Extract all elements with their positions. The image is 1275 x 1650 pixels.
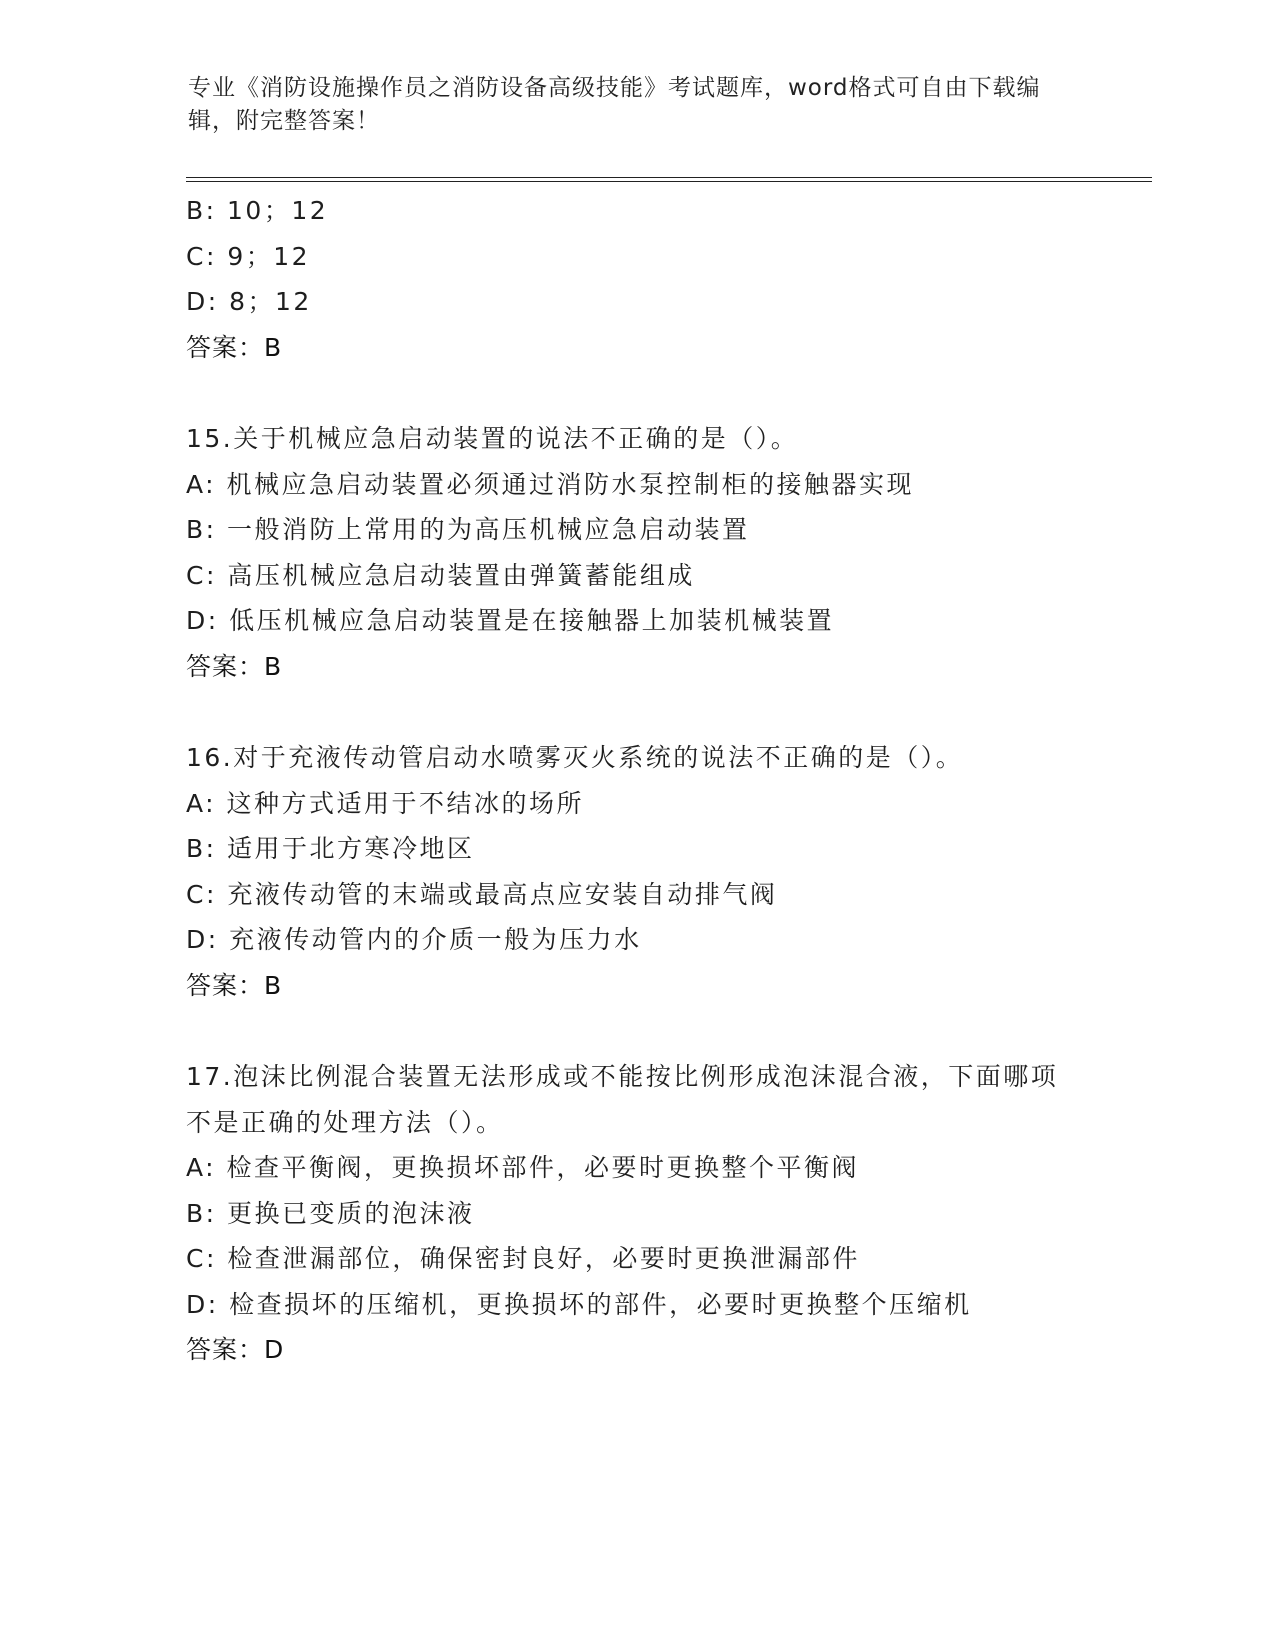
option-b: B: 更换已变质的泡沫液 bbox=[186, 1198, 475, 1228]
question-stem: 16.对于充液传动管启动水喷雾灭火系统的说法不正确的是（）。 bbox=[186, 743, 964, 772]
option-a: A: 机械应急启动装置必须通过消防水泵控制柜的接触器实现 bbox=[186, 469, 915, 499]
spacer bbox=[186, 1008, 1106, 1054]
option-b: B: 10；12 bbox=[186, 196, 329, 225]
option-d: D: 检查损坏的压缩机，更换损坏的部件，必要时更换整个压缩机 bbox=[186, 1289, 972, 1319]
option-a: A: 这种方式适用于不结冰的场所 bbox=[186, 788, 585, 818]
answer: 答案：B bbox=[186, 651, 283, 681]
option-d: D: 低压机械应急启动装置是在接触器上加装机械装置 bbox=[186, 606, 835, 635]
option-c: C: 高压机械应急启动装置由弹簧蓄能组成 bbox=[186, 560, 695, 590]
question-carryover bbox=[186, 188, 1106, 370]
question-stem: 15.关于机械应急启动装置的说法不正确的是（）。 bbox=[186, 424, 799, 453]
header-divider bbox=[186, 181, 1152, 182]
header-divider bbox=[186, 177, 1152, 178]
answer: 答案：B bbox=[186, 332, 283, 362]
question-stem: 17.泡沫比例混合装置无法形成或不能按比例形成泡沫混合液，下面哪项不是正确的处理方法（）。 bbox=[186, 1062, 1059, 1137]
spacer bbox=[186, 370, 1106, 416]
answer: 答案：D bbox=[186, 1335, 285, 1364]
option-d: D: 8；12 bbox=[186, 287, 312, 316]
question-16 bbox=[186, 735, 1106, 1008]
option-b: B: 适用于北方寒冷地区 bbox=[186, 834, 475, 863]
option-c: C: 充液传动管的末端或最高点应安装自动排气阀 bbox=[186, 879, 778, 909]
option-b: B: 一般消防上常用的为高压机械应急启动装置 bbox=[186, 515, 750, 544]
option-a: A: 检查平衡阀，更换损坏部件，必要时更换整个平衡阀 bbox=[186, 1153, 860, 1182]
document-header: 专业《消防设施操作员之消防设备高级技能》考试题库，word格式可自由下载编辑，附完整答案！ bbox=[188, 75, 1041, 134]
spacer bbox=[186, 689, 1106, 735]
question-17 bbox=[186, 1054, 1106, 1373]
answer: 答案：B bbox=[186, 970, 283, 1000]
option-c: C: 检查泄漏部位，确保密封良好，必要时更换泄漏部件 bbox=[186, 1244, 860, 1273]
option-d: D: 充液传动管内的介质一般为压力水 bbox=[186, 925, 642, 954]
question-list bbox=[186, 188, 1106, 1373]
question-15 bbox=[186, 416, 1106, 689]
option-c: C: 9；12 bbox=[186, 241, 311, 271]
